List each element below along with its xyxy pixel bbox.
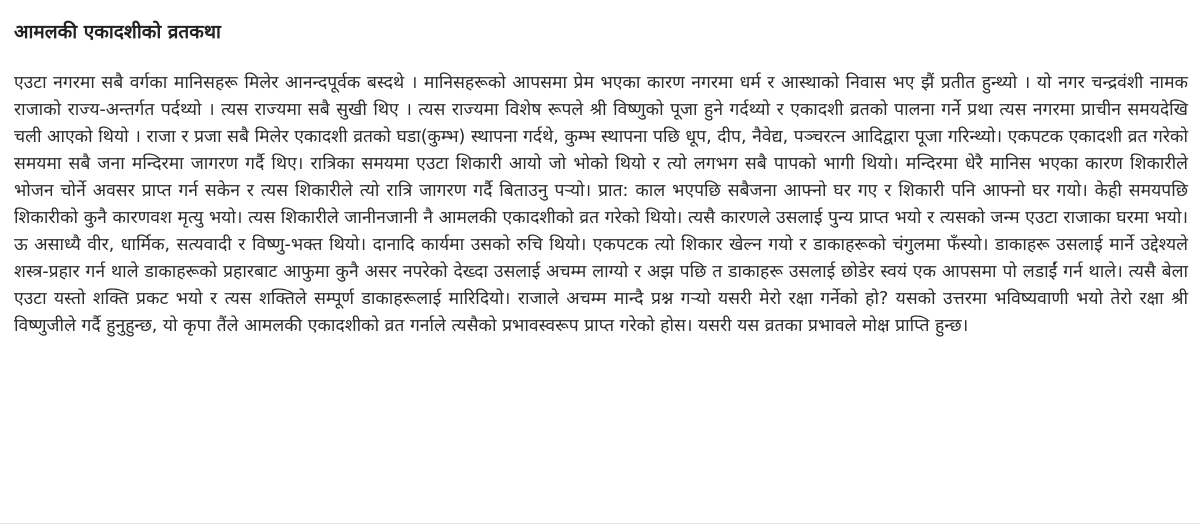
article <box>14 16 1188 340</box>
bottom-divider <box>0 523 1200 524</box>
article-title: आमलकी एकादशीको व्रतकथा <box>14 21 221 43</box>
article-body: एउटा नगरमा सबै वर्गका मानिसहरू मिलेर आनन्दपूर्वक बस्दथे । मानिसहरूको आपसमा प्रेम भएका कारण नगरमा धर्म र आस्थाको निवास भए झैं प्रतीत हुन्थ्यो । यो नगर चन्द्रवंशी नामक राजाको राज्य-अन्तर्गत पर्दथ्यो । त्यस राज्यमा सबै सुखी थिए । त्यस राज्यमा विशेष रूपले श्री विष्णुको पूजा हुने गर्दथ्यो र एकादशी व्रतको पालना गर्ने प्रथा त्यस नगरमा प्राचीन समयदेखि चली आएको थियो । राजा र प्रजा सबै मिलेर एकादशी व्रतको घडा(कुम्भ) स्थापना गर्दथे, कुम्भ स्थापना पछि धूप, दीप, नैवेद्य, पञ्चरत्न आदिद्वारा पूजा गरिन्थ्यो। एकपटक एकादशी व्रत गरेको समयमा सबै जना मन्दिरमा जागरण गर्दै थिए। रात्रिका समयमा एउटा शिकारी आयो जो भोको थियो र त्यो लगभग सबै पापको भागी थियो। मन्दिरमा धेरै मानिस भएका कारण शिकारीले भोजन चोर्ने अवसर प्राप्त गर्न सकेन र त्यस शिकारीले त्यो रात्रि जागरण गर्दै बिताउनु पर्‍यो। प्रात: काल भएपछि सबैजना आफ्नो घर गए र शिकारी पनि आफ्नो घर गयो। केही समयपछि शिकारीको कुनै कारणवश मृत्यु भयो। त्यस शिकारीले जानीनजानी नै आमलकी एकादशीको व्रत गरेको थियो। त्यसै कारणले उसलाई पुन्य प्राप्त भयो र त्यसको जन्म एउटा राजाका घरमा भयो। ऊ असाध्यै वीर, धार्मिक, सत्यवादी र विष्णु-भक्त थियो। दानादि कार्यमा उसको रुचि थियो। एकपटक त्यो शिकार खेल्न गयो र डाकाहरूको चंगुलमा फँस्यो। डाकाहरू उसलाई मार्ने उद्देश्यले शस्त्र-प्रहार गर्न थाले डाकाहरूको प्रहारबाट आफुमा कुनै असर नपरेको देख्दा उसलाई अचम्म लाग्यो र अझ पछि त डाकाहरू उसलाई छोडेर स्वयं एक आपसमा पो लडाईं गर्न थाले। त्यसै बेला एउटा यस्तो शक्ति प्रकट भयो र त्यस शक्तिले सम्पूर्ण डाकाहरूलाई मारिदियो। राजाले अचम्म मान्दै प्रश्न गर्‍यो यसरी मेरो रक्षा गर्नेको हो? यसको उत्तरमा भविष्यवाणी भयो तेरो रक्षा श्री विष्णुजीले गर्दै हुनुहुन्छ, यो कृपा तैंले आमलकी एकादशीको व्रत गर्नाले त्यसैको प्रभावस्वरूप प्राप्त गरेको होस। यसरी यस व्रतका प्रभावले मोक्ष प्राप्ति हुन्छ। <box>14 73 1188 336</box>
